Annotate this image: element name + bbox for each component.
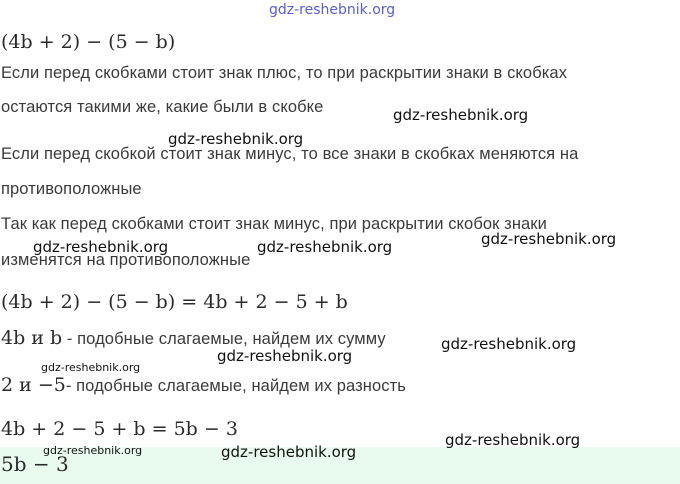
note-line-1: Так как перед скобками стоит знак минус, при раскрытии скобок знаки: [1, 215, 547, 233]
rule-minus-line-2: противоположные: [1, 180, 142, 198]
like-terms-1-math: 4b и b: [1, 327, 63, 349]
watermark: gdz-reshebnik.org: [393, 106, 529, 124]
like-terms-1-text: - подобные слагаемые, найдем их сумму: [62, 330, 386, 348]
like-terms-1: [1, 327, 386, 349]
watermark: gdz-reshebnik.org: [481, 230, 617, 248]
note-line-2: изменятся на противоположные: [1, 251, 251, 269]
like-terms-2: [1, 374, 406, 396]
rule-plus-line-2: остаются такими же, какие были в скобке: [1, 98, 324, 116]
watermark-small: gdz-reshebnik.org: [41, 361, 141, 374]
watermark: gdz-reshebnik.org: [217, 347, 353, 365]
watermark-top: gdz-reshebnik.org: [269, 2, 396, 18]
watermark: gdz-reshebnik.org: [441, 335, 577, 353]
like-terms-2-text: - подобные слагаемые, найдем их разность: [65, 377, 406, 395]
expansion-equation: (4b + 2) − (5 − b) = 4b + 2 − 5 + b: [1, 291, 348, 313]
like-terms-2-math: 2 и −5: [1, 374, 66, 396]
expression-title: (4b + 2) − (5 − b): [1, 31, 176, 53]
simplification-equation: 4b + 2 − 5 + b = 5b − 3: [1, 418, 238, 440]
watermark-small: gdz-reshebnik.org: [43, 444, 143, 457]
watermark: gdz-reshebnik.org: [257, 238, 393, 256]
rule-plus-line-1: Если перед скобками стоит знак плюс, то при раскрытии знаки в скобках: [1, 64, 568, 82]
watermark: gdz-reshebnik.org: [221, 443, 357, 461]
watermark: gdz-reshebnik.org: [445, 431, 581, 449]
watermark: gdz-reshebnik.org: [33, 238, 169, 256]
rule-minus-line-1: Если перед скобкой стоит знак минус, то все знаки в скобках меняются на: [1, 145, 579, 163]
final-answer: 5b − 3: [1, 452, 69, 476]
watermark: gdz-reshebnik.org: [168, 130, 304, 148]
